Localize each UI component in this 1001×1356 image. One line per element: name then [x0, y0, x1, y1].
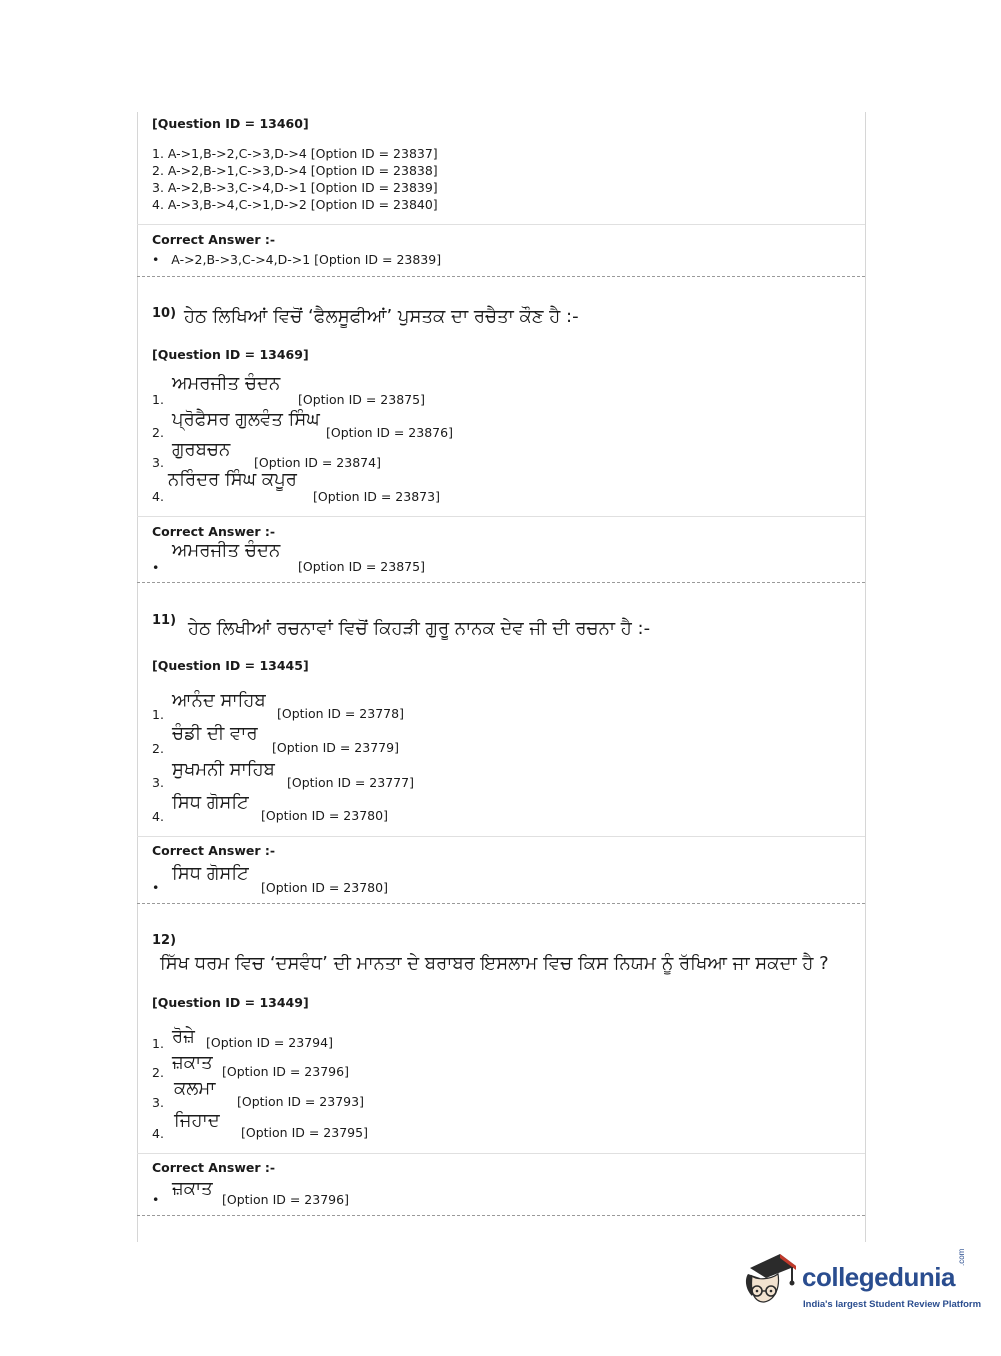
collegedunia-mascot-icon	[740, 1250, 798, 1310]
question-separator	[137, 276, 865, 277]
correct-answer-id: [Option ID = 23875]	[298, 559, 425, 574]
option-id: [Option ID = 23874]	[254, 455, 381, 470]
correct-answer-text: ਅਮਰਜੀਤ ਚੰਦਨ	[172, 540, 281, 561]
correct-answer-label: Correct Answer :-	[152, 843, 276, 858]
correct-answer-bullet: •	[152, 1192, 160, 1207]
option-number: 2.	[152, 1065, 164, 1080]
option-2: 2. A->2,B->1,C->3,D->4 [Option ID = 23838]	[152, 163, 438, 178]
option-text: ਰੋਜ਼ੇ	[172, 1026, 195, 1047]
option-id: [Option ID = 23793]	[237, 1094, 364, 1109]
question-text: ਸਿੱਖ ਧਰਮ ਵਿਚ ‘ਦਸਵੰਧ’ ਦੀ ਮਾਨਤਾ ਦੇ ਬਰਾਬਰ ਇਸਲਾਮ ਵਿਚ ਕਿਸ ਨਿਯਮ ਨੂੰ ਰੱਖਿਆ ਜਾ ਸਕਦਾ ਹੈ ?	[160, 953, 829, 974]
question-number: 12)	[152, 933, 177, 948]
option-number: 3.	[152, 455, 164, 470]
correct-answer-bullet: •	[152, 560, 160, 575]
correct-answer-id: [Option ID = 23796]	[222, 1192, 349, 1207]
option-number: 1.	[152, 392, 164, 407]
option-text: ਗੁਰਬਚਨ	[172, 439, 231, 460]
option-text: ਸਿਧ ਗੋਸਟਿ	[172, 792, 249, 813]
question-text: ਹੇਠ ਲਿਖਿਆਂ ਵਿਚੋਂ ‘ਫੈਲਸੂਫੀਆਂ’ ਪੁਸਤਕ ਦਾ ਰਚੈਤਾ ਕੌਣ ਹੈ :-	[184, 306, 579, 327]
option-id: [Option ID = 23794]	[206, 1035, 333, 1050]
question-id: [Question ID = 13460]	[152, 116, 309, 131]
option-text: ਕਲਮਾ	[174, 1078, 216, 1099]
option-id: [Option ID = 23779]	[272, 740, 399, 755]
option-1: 1. A->1,B->2,C->3,D->4 [Option ID = 23837]	[152, 146, 438, 161]
option-number: 4.	[152, 1126, 164, 1141]
divider	[137, 836, 865, 837]
option-number: 1.	[152, 707, 164, 722]
correct-answer-label: Correct Answer :-	[152, 524, 276, 539]
divider	[137, 224, 865, 225]
option-id: [Option ID = 23780]	[261, 808, 388, 823]
option-number: 3.	[152, 775, 164, 790]
correct-answer: • A->2,B->3,C->4,D->1 [Option ID = 23839]	[152, 252, 442, 267]
option-id: [Option ID = 23795]	[241, 1125, 368, 1140]
divider	[137, 516, 865, 517]
logo-tagline: India's largest Student Review Platform	[803, 1299, 982, 1310]
option-number: 1.	[152, 1036, 164, 1051]
option-number: 4.	[152, 489, 164, 504]
option-text: ਚੰਡੀ ਦੀ ਵਾਰ	[172, 723, 258, 744]
option-text: ਆਨੰਦ ਸਾਹਿਬ	[172, 690, 266, 711]
option-id: [Option ID = 23873]	[313, 489, 440, 504]
correct-answer-label: Correct Answer :-	[152, 1160, 276, 1175]
question-separator	[137, 903, 865, 904]
question-separator	[137, 582, 865, 583]
question-number: 11)	[152, 613, 177, 628]
question-number: 10)	[152, 306, 177, 321]
correct-answer-label: Correct Answer :-	[152, 232, 276, 247]
divider	[137, 1153, 865, 1154]
option-text: ਨਰਿੰਦਰ ਸਿੰਘ ਕਪੂਰ	[168, 469, 297, 490]
question-id: [Question ID = 13449]	[152, 995, 309, 1010]
option-number: 2.	[152, 741, 164, 756]
option-number: 3.	[152, 1095, 164, 1110]
option-4: 4. A->3,B->4,C->1,D->2 [Option ID = 23840]	[152, 197, 438, 212]
option-3: 3. A->2,B->3,C->4,D->1 [Option ID = 23839]	[152, 180, 438, 195]
question-id: [Question ID = 13469]	[152, 347, 309, 362]
option-text: ਪ੍ਰੋਫੈਸਰ ਗੁਲਵੰਤ ਸਿੰਘ	[172, 409, 320, 430]
option-number: 4.	[152, 809, 164, 824]
option-id: [Option ID = 23777]	[287, 775, 414, 790]
option-id: [Option ID = 23876]	[326, 425, 453, 440]
option-id: [Option ID = 23778]	[277, 706, 404, 721]
option-text: ਸੁਖਮਨੀ ਸਾਹਿਬ	[172, 759, 275, 780]
question-text: ਹੇਠ ਲਿਖੀਆਂ ਰਚਨਾਵਾਂ ਵਿਚੋਂ ਕਿਹੜੀ ਗੁਰੂ ਨਾਨਕ ਦੇਵ ਜੀ ਦੀ ਰਚਨਾ ਹੈ :-	[188, 618, 651, 639]
question-separator	[137, 1215, 865, 1216]
correct-answer-text: ਜ਼ਕਾਤ	[172, 1178, 213, 1199]
option-number: 2.	[152, 425, 164, 440]
option-id: [Option ID = 23875]	[298, 392, 425, 407]
question-id: [Question ID = 13445]	[152, 658, 309, 673]
logo-suffix: .com	[957, 1248, 966, 1266]
correct-answer-bullet: •	[152, 880, 160, 895]
option-text: ਜਿਹਾਦ	[174, 1110, 220, 1131]
correct-answer-text: A->2,B->3,C->4,D->1 [Option ID = 23839]	[171, 252, 442, 267]
option-text: ਅਮਰਜੀਤ ਚੰਦਨ	[172, 373, 281, 394]
correct-answer-text: ਸਿਧ ਗੋਸਟਿ	[172, 863, 249, 884]
option-id: [Option ID = 23796]	[222, 1064, 349, 1079]
option-text: ਜ਼ਕਾਤ	[172, 1052, 213, 1073]
correct-answer-id: [Option ID = 23780]	[261, 880, 388, 895]
logo-wordmark: collegedunia	[802, 1262, 955, 1292]
